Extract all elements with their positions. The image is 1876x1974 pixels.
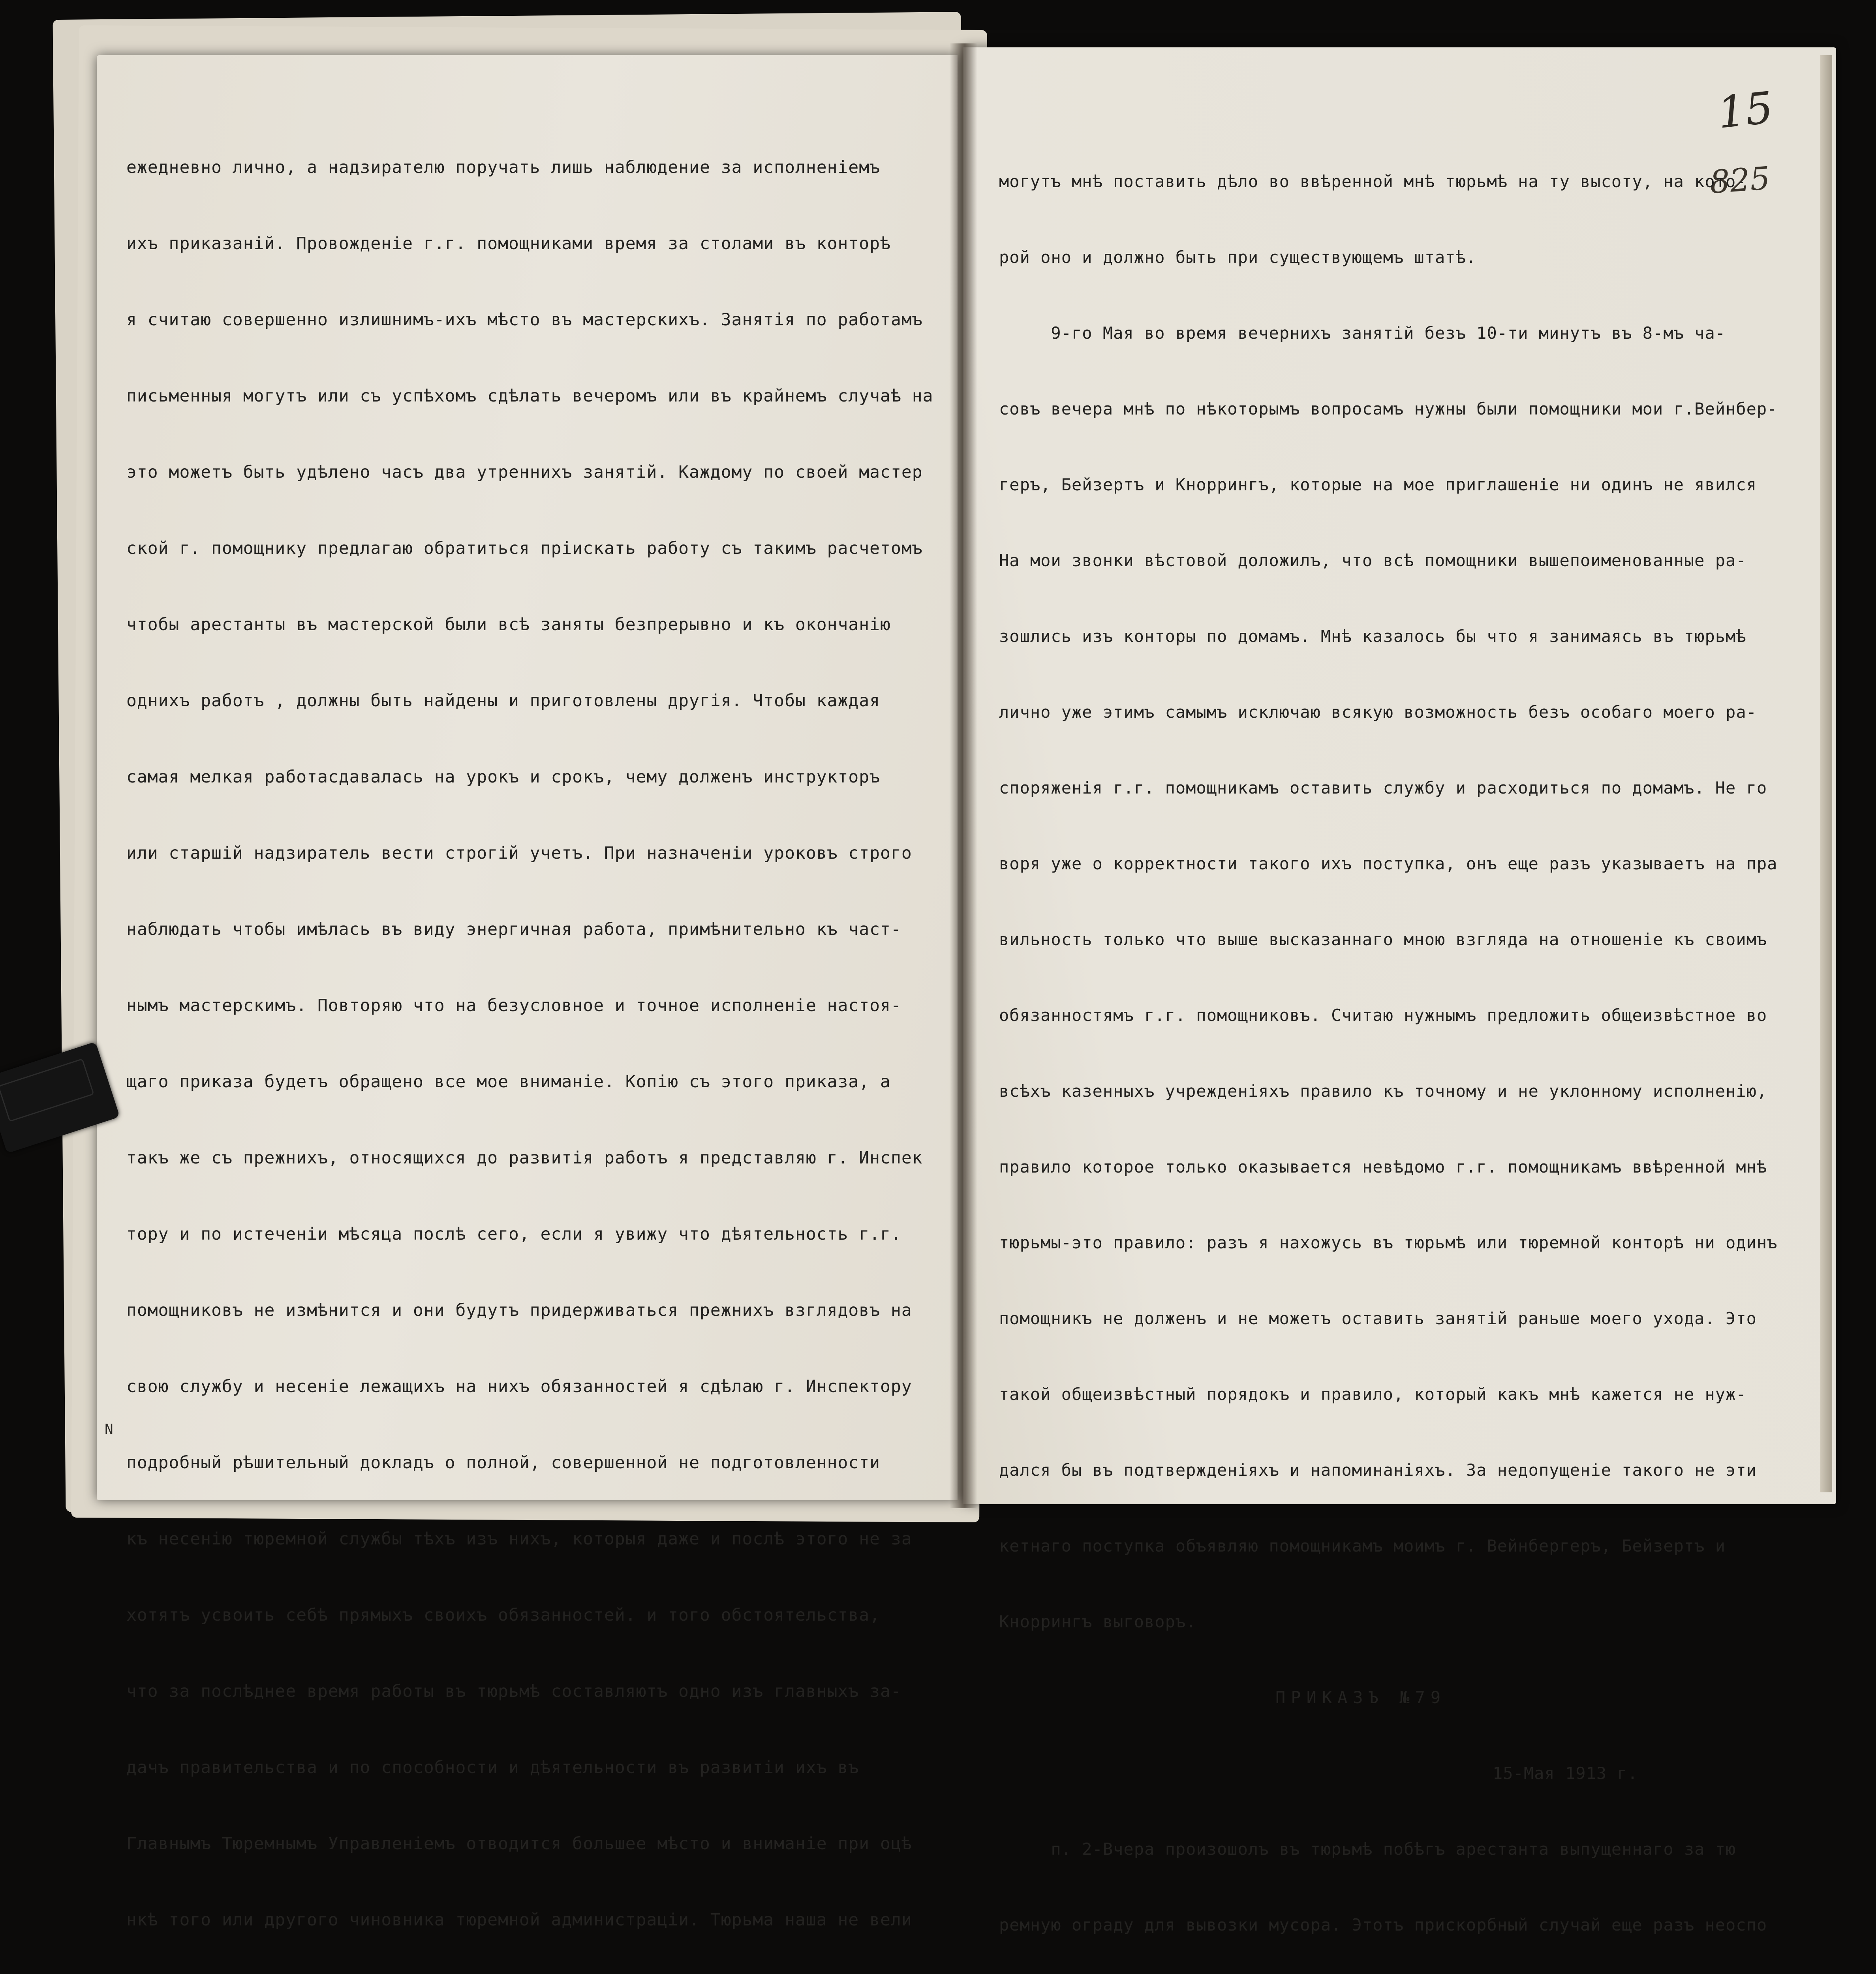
text-line: геръ, Бейзертъ и Кноррингъ, которые на мое приглашеніе ни одинъ не явился bbox=[999, 475, 1757, 494]
text-line: щаго приказа будетъ обращено все мое вниманіе. Копію съ этого приказа, а bbox=[126, 1072, 891, 1092]
text-line: къ несенію тюремной службы тѣхъ изъ нихъ, которыя даже и послѣ этого не за bbox=[126, 1529, 912, 1549]
right-page-text bbox=[999, 124, 1777, 1974]
text-line: хотятъ усвоить себѣ прямыхъ своихъ обязанностей. и того обстоятельства, bbox=[126, 1605, 881, 1625]
text-line: я считаю совершенно излишнимъ-ихъ мѣсто въ мастерскихъ. Занятія по работамъ bbox=[126, 310, 923, 330]
text-line: ремную ограду для вывозки мусора. Этотъ прискорбный случай еще разъ неоспо bbox=[999, 1915, 1767, 1935]
text-line: 9-го Мая во время вечернихъ занятій безъ 10-ти минутъ въ 8-мъ ча- bbox=[999, 323, 1726, 343]
text-line: или старшій надзиратель вести строгій учетъ. При назначеніи уроковъ строго bbox=[126, 843, 912, 863]
archive-stamp-number: 825 bbox=[1708, 159, 1771, 201]
text-line: споряженія г.г. помощникамъ оставить службу и расходиться по домамъ. Не го bbox=[999, 778, 1767, 797]
text-line: чтобы арестанты въ мастерской были всѣ заняты безпрерывно и къ окончанію bbox=[126, 615, 891, 634]
text-line: Главнымъ Тюремнымъ Управленіемъ отводится большее мѣсто и вниманіе при оцѣ bbox=[126, 1834, 912, 1854]
text-line: такъ же съ прежнихъ, относящихся до развитія работъ я представляю г. Инспек bbox=[126, 1148, 923, 1168]
text-line: такой общеизвѣстный порядокъ и правило, который какъ мнѣ кажется не нуж- bbox=[999, 1385, 1746, 1404]
text-line: ежедневно лично, а надзирателю поручать лишь наблюдение за исполненіемъ bbox=[126, 158, 881, 177]
text-line: кетнаго поступка объявляю помощникамъ моимъ г. Вейнбергеръ, Бейзертъ и bbox=[999, 1536, 1726, 1556]
text-line: совъ вечера мнѣ по нѣкоторымъ вопросамъ нужны были помощники мои г.Вейнбер- bbox=[999, 399, 1778, 418]
text-line: что за послѣднее время работы въ тюрьмѣ составляютъ одно изъ главныхъ за- bbox=[126, 1681, 901, 1701]
left-page-text bbox=[126, 110, 933, 1974]
text-line: рой оно и должно быть при существующемъ штатѣ. bbox=[999, 248, 1477, 267]
text-line: правило которое только оказывается невѣдомо г.г. помощникамъ ввѣренной мнѣ bbox=[999, 1157, 1767, 1177]
order-date: 15-Мая 1913 г. bbox=[1493, 1764, 1638, 1783]
text-line: тюрьмы-это правило: разъ я нахожусь въ тюрьмѣ или тюремной конторѣ ни одинъ bbox=[999, 1233, 1778, 1252]
text-line: дался бы въ подтвержденіяхъ и напоминаніяхъ. За недопущеніе такого не эти bbox=[999, 1460, 1757, 1480]
text-line: свою службу и несеніе лежащихъ на нихъ обязанностей я сдѣлаю г. Инспектору bbox=[126, 1377, 912, 1396]
text-line: самая мелкая работасдавалась на урокъ и срокъ, чему долженъ инструкторъ bbox=[126, 767, 881, 787]
text-line: вильность только что выше высказаннаго мною взгляда на отношеніе къ своимъ bbox=[999, 930, 1767, 949]
text-line: письменныя могутъ или съ успѣхомъ сдѣлать вечеромъ или въ крайнемъ случаѣ на bbox=[126, 386, 933, 406]
text-line: Кноррингъ выговоръ. bbox=[999, 1612, 1196, 1631]
text-line: воря уже о корректности такого ихъ поступка, онъ еще разъ указываетъ на пра bbox=[999, 854, 1778, 873]
text-line: однихъ работъ , должны быть найдены и приготовлены другія. Чтобы каждая bbox=[126, 691, 881, 711]
text-line: подробный рѣшительный докладъ о полной, совершенной не подготовленности bbox=[126, 1453, 881, 1473]
text-line: могутъ мнѣ поставить дѣло во ввѣренной мнѣ тюрьмѣ на ту высоту, на кото- bbox=[999, 172, 1746, 191]
order-heading: ПРИКАЗЪ №79 bbox=[1275, 1688, 1446, 1707]
text-line: нкѣ того или другого чиновника тюремной администраціи. Тюрьма наша не вели bbox=[126, 1910, 912, 1930]
text-line: нымъ мастерскимъ. Повторяю что на безусловное и точное исполненіе настоя- bbox=[126, 996, 901, 1015]
page-edge-mark: N bbox=[105, 1421, 113, 1437]
text-line: На мои звонки вѣстовой доложилъ, что всѣ помощники вышепоименованные ра- bbox=[999, 551, 1746, 570]
text-line: помощникъ не долженъ и не можетъ оставить занятій раньше моего ухода. Это bbox=[999, 1309, 1757, 1328]
text-line: ихъ приказаній. Провожденіе г.г. помощниками время за столами въ конторѣ bbox=[126, 234, 891, 253]
text-line: дачъ правительства и по способности и дѣятельности въ развитіи ихъ въ bbox=[126, 1758, 859, 1777]
text-line: обязанностямъ г.г. помощниковъ. Считаю нужнымъ предложить общеизвѣстное во bbox=[999, 1006, 1767, 1025]
text-line: п. 2-Вчера произошолъ въ тюрьмѣ побѣгъ арестанта выпущеннаго за тю bbox=[999, 1839, 1736, 1859]
text-line: лично уже этимъ самымъ исключаю всякую возможность безъ особаго моего ра- bbox=[999, 702, 1757, 722]
right-page-edge bbox=[1820, 55, 1832, 1492]
text-line: помощниковъ не измѣнится и они будутъ придерживаться прежнихъ взглядовъ на bbox=[126, 1300, 912, 1320]
text-line: зошлись изъ конторы по домамъ. Мнѣ казалось бы что я занимаясь въ тюрьмѣ bbox=[999, 627, 1746, 646]
text-line: наблюдать чтобы имѣлась въ виду энергичная работа, примѣнительно къ част- bbox=[126, 919, 901, 939]
text-line: это можетъ быть удѣлено часъ два утреннихъ занятій. Каждому по своей мастер bbox=[126, 462, 923, 482]
book-gutter bbox=[950, 43, 977, 1508]
text-line: всѣхъ казенныхъ учрежденіяхъ правило къ точному и не уклонному исполненію, bbox=[999, 1081, 1767, 1101]
text-line: тору и по истеченіи мѣсяца послѣ сего, если я увижу что дѣятельность г.г. bbox=[126, 1224, 901, 1244]
folio-number: 15 bbox=[1715, 82, 1776, 138]
text-line: ской г. помощнику предлагаю обратиться пріискать работу съ такимъ расчетомъ bbox=[126, 539, 923, 558]
